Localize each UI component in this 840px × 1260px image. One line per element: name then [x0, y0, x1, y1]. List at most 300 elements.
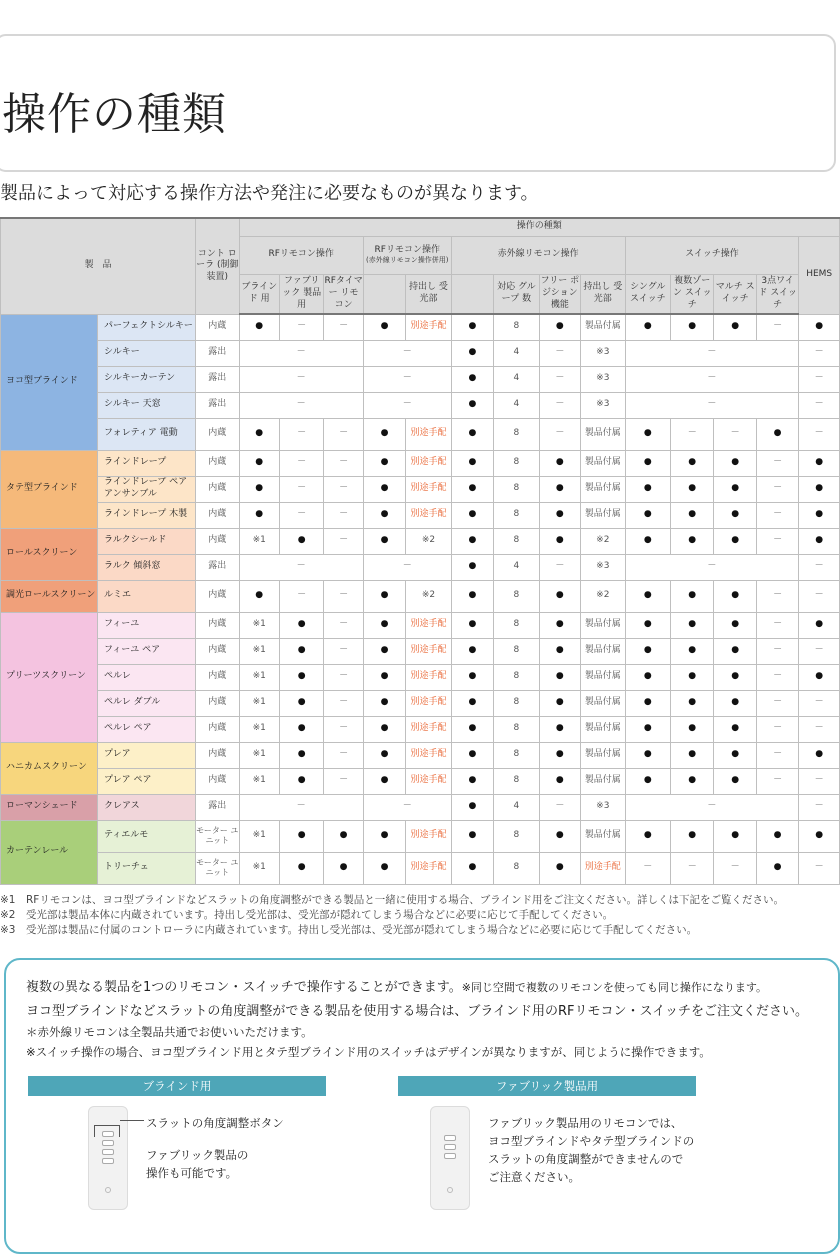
footnote-2: ※2 受光部は製品本体に内蔵されています。持出し受光部は、受光部が隠れてしまう場合などに必要に応じて手配してください。 [0, 909, 614, 921]
product-name: ペルレ ダブル [98, 690, 196, 716]
not-supported-dash: － [324, 664, 363, 690]
group-label: ヨコ型ブラインド [1, 314, 98, 450]
supported-dot: ● [671, 580, 714, 612]
header-rf: RFリモコン操作 [239, 236, 363, 274]
product-name: トリーチェ [98, 852, 196, 884]
supported-dot: ● [539, 820, 580, 852]
controller-cell: 内蔵 [196, 716, 239, 742]
group-label: ロールスクリーン [1, 528, 98, 580]
not-supported-dash: － [539, 392, 580, 418]
supported-dot: ● [625, 820, 670, 852]
not-supported-dash: － [799, 554, 840, 580]
table-row [1, 340, 840, 366]
supported-dot: ● [799, 502, 840, 528]
controller-cell: 内蔵 [196, 768, 239, 794]
supported-dot: ● [714, 502, 756, 528]
note-cell: 製品付属 [581, 820, 625, 852]
note-cell: 製品付属 [581, 638, 625, 664]
supported-dot: ● [756, 852, 798, 884]
supported-dot: ● [363, 528, 405, 554]
group-count: 8 [494, 638, 539, 664]
product-name: ラインドレープ 木製 [98, 502, 196, 528]
supported-dot: ● [714, 742, 756, 768]
supported-dot: ● [714, 768, 756, 794]
supported-dot: ● [539, 768, 580, 794]
supported-dot: ● [363, 418, 405, 450]
info-line-2: ヨコ型ブラインドなどスラットの角度調整ができる製品を使用する場合は、ブラインド用のRFリモコン・スイッチをご注文ください。 [26, 1004, 808, 1019]
blind-callout-fabric: ファブリック製品の 操作も可能です。 [146, 1148, 249, 1180]
controller-cell: 露出 [196, 392, 239, 418]
supported-dot: ● [451, 314, 493, 340]
product-name: シルキーカーテン [98, 366, 196, 392]
supported-dot: ● [671, 450, 714, 476]
controller-cell: 露出 [196, 554, 239, 580]
not-supported-dash: － [324, 580, 363, 612]
supported-dot: ● [451, 852, 493, 884]
group-label: ハニカムスクリーン [1, 742, 98, 794]
note-cell: 製品付属 [581, 418, 625, 450]
supported-dot: ● [714, 450, 756, 476]
table-row [1, 554, 840, 580]
supported-dot: ● [714, 690, 756, 716]
controller-cell: 露出 [196, 366, 239, 392]
header-hems: HEMS [799, 236, 840, 314]
supported-dot: ● [239, 580, 279, 612]
table-row [1, 418, 840, 450]
supported-dot: ● [363, 580, 405, 612]
supported-dot: ● [625, 638, 670, 664]
supported-dot: ● [539, 476, 580, 502]
not-supported-dash: － [324, 638, 363, 664]
not-supported-dash: － [324, 690, 363, 716]
not-supported-dash: － [756, 690, 798, 716]
supported-dot: ● [671, 768, 714, 794]
supported-dot: ● [279, 716, 323, 742]
subheader-cell: マルチ スイッチ [714, 274, 756, 314]
product-name: ラインドレープ ペア アンサンブル [98, 476, 196, 502]
not-supported-dash: － [799, 340, 840, 366]
supported-dot: ● [451, 554, 493, 580]
product-name: ペルレ ペア [98, 716, 196, 742]
table-row [1, 476, 840, 502]
supported-dot: ● [363, 664, 405, 690]
table-row [1, 820, 840, 852]
not-supported-dash: － [539, 554, 580, 580]
product-name: ラルクシールド [98, 528, 196, 554]
supported-dot: ● [279, 638, 323, 664]
table-row [1, 716, 840, 742]
supported-dot: ● [625, 580, 670, 612]
product-name: ティエルモ [98, 820, 196, 852]
subheader-cell [451, 274, 493, 314]
subheader-cell: ブラインド 用 [239, 274, 279, 314]
supported-dot: ● [279, 820, 323, 852]
order-separately: 別途手配 [406, 638, 451, 664]
supported-dot: ● [539, 580, 580, 612]
subheader-cell [363, 274, 405, 314]
supported-dot: ● [625, 314, 670, 340]
group-count: 4 [494, 554, 539, 580]
subheader-cell: 持出し 受光部 [581, 274, 625, 314]
supported-dot: ● [363, 820, 405, 852]
note-cell: 製品付属 [581, 314, 625, 340]
info-line-1 [26, 976, 767, 995]
supported-dot: ● [239, 418, 279, 450]
controller-cell: モーター ユニット [196, 852, 239, 884]
supported-dot: ● [324, 852, 363, 884]
table-row [1, 450, 840, 476]
table-row [1, 612, 840, 638]
group-count: 4 [494, 340, 539, 366]
controller-cell: 露出 [196, 340, 239, 366]
table-row [1, 528, 840, 554]
merged-cell: － [625, 554, 799, 580]
not-supported-dash: － [799, 418, 840, 450]
supported-dot: ● [799, 664, 840, 690]
table-row [1, 664, 840, 690]
supported-dot: ● [279, 612, 323, 638]
controller-cell: 内蔵 [196, 742, 239, 768]
order-separately: 別途手配 [406, 690, 451, 716]
product-name: シルキー 天窓 [98, 392, 196, 418]
group-count: 4 [494, 392, 539, 418]
not-supported-dash: － [756, 612, 798, 638]
supported-dot: ● [625, 690, 670, 716]
note-cell: ※1 [239, 664, 279, 690]
note-cell: 製品付属 [581, 690, 625, 716]
not-supported-dash: － [671, 852, 714, 884]
controller-cell: 内蔵 [196, 664, 239, 690]
product-name: ルミエ [98, 580, 196, 612]
note-cell: ※2 [581, 580, 625, 612]
header-switch: スイッチ操作 [625, 236, 799, 274]
supported-dot: ● [239, 502, 279, 528]
not-supported-dash: － [799, 638, 840, 664]
note-cell: 製品付属 [581, 664, 625, 690]
not-supported-dash: － [799, 768, 840, 794]
supported-dot: ● [451, 528, 493, 554]
not-supported-dash: － [799, 690, 840, 716]
group-count: 8 [494, 450, 539, 476]
table-row [1, 638, 840, 664]
supported-dot: ● [539, 502, 580, 528]
not-supported-dash: － [756, 742, 798, 768]
merged-cell: － [625, 794, 799, 820]
product-name: ラインドレープ [98, 450, 196, 476]
note-cell: 製品付属 [581, 716, 625, 742]
order-separately: 別途手配 [406, 742, 451, 768]
not-supported-dash: － [756, 502, 798, 528]
supported-dot: ● [671, 638, 714, 664]
supported-dot: ● [539, 716, 580, 742]
supported-dot: ● [671, 820, 714, 852]
not-supported-dash: － [279, 580, 323, 612]
supported-dot: ● [714, 612, 756, 638]
order-separately: 別途手配 [406, 664, 451, 690]
product-name: フォレティア 電動 [98, 418, 196, 450]
supported-dot: ● [363, 476, 405, 502]
not-supported-dash: － [756, 450, 798, 476]
fabric-callout: ファブリック製品用のリモコンでは、 ヨコ型ブラインドやタテ型ブラインドの スラットの角度調整ができませんので ご注意ください。 [488, 1116, 695, 1184]
not-supported-dash: － [539, 794, 580, 820]
note-cell: ※1 [239, 768, 279, 794]
product-name: フィーユ ペア [98, 638, 196, 664]
not-supported-dash: － [324, 502, 363, 528]
supported-dot: ● [714, 820, 756, 852]
supported-dot: ● [671, 664, 714, 690]
note-cell: ※1 [239, 852, 279, 884]
table-row [1, 794, 840, 820]
supported-dot: ● [451, 502, 493, 528]
blind-callout-angle: スラットの角度調整ボタン [146, 1116, 284, 1130]
supported-dot: ● [539, 664, 580, 690]
not-supported-dash: － [799, 366, 840, 392]
supported-dot: ● [539, 742, 580, 768]
controller-cell: 内蔵 [196, 476, 239, 502]
table-row [1, 742, 840, 768]
supported-dot: ● [539, 852, 580, 884]
controller-cell: モーター ユニット [196, 820, 239, 852]
note-cell: ※3 [581, 554, 625, 580]
supported-dot: ● [625, 476, 670, 502]
note-cell: 製品付属 [581, 476, 625, 502]
supported-dot: ● [451, 612, 493, 638]
supported-dot: ● [363, 716, 405, 742]
not-supported-dash: － [756, 768, 798, 794]
supported-dot: ● [279, 690, 323, 716]
supported-dot: ● [671, 690, 714, 716]
group-label: プリーツスクリーン [1, 612, 98, 742]
product-name: ラルク 傾斜窓 [98, 554, 196, 580]
supported-dot: ● [671, 528, 714, 554]
supported-dot: ● [451, 580, 493, 612]
supported-dot: ● [539, 638, 580, 664]
operation-type-table [0, 217, 840, 885]
remote-button [102, 1149, 114, 1155]
not-supported-dash: － [324, 742, 363, 768]
not-supported-dash: － [539, 340, 580, 366]
group-count: 8 [494, 476, 539, 502]
table-row [1, 502, 840, 528]
not-supported-dash: － [671, 418, 714, 450]
supported-dot: ● [756, 820, 798, 852]
order-separately: 別途手配 [406, 502, 451, 528]
not-supported-dash: － [324, 528, 363, 554]
note-cell: 製品付属 [581, 742, 625, 768]
note-cell: 製品付属 [581, 450, 625, 476]
note-cell: ※1 [239, 690, 279, 716]
info-line-1-main: 複数の異なる製品を1つのリモコン・スイッチで操作することができます。 [26, 980, 462, 995]
controller-cell: 内蔵 [196, 638, 239, 664]
note-cell: ※3 [581, 392, 625, 418]
not-supported-dash: － [324, 612, 363, 638]
subheader-cell: フリー ポジション 機能 [539, 274, 580, 314]
note-cell: ※1 [239, 612, 279, 638]
not-supported-dash: － [324, 418, 363, 450]
not-supported-dash: － [625, 852, 670, 884]
supported-dot: ● [671, 502, 714, 528]
not-supported-dash: － [756, 314, 798, 340]
subheader-cell: 対応 グループ 数 [494, 274, 539, 314]
supported-dot: ● [714, 638, 756, 664]
not-supported-dash: － [279, 476, 323, 502]
group-count: 8 [494, 716, 539, 742]
not-supported-dash: － [799, 794, 840, 820]
supported-dot: ● [279, 664, 323, 690]
order-separately: 別途手配 [406, 852, 451, 884]
supported-dot: ● [671, 742, 714, 768]
supported-dot: ● [799, 612, 840, 638]
remote-button [444, 1144, 456, 1150]
subheader-cell: 複数ゾーン スイッチ [671, 274, 714, 314]
supported-dot: ● [363, 742, 405, 768]
supported-dot: ● [451, 392, 493, 418]
supported-dot: ● [625, 742, 670, 768]
supported-dot: ● [671, 314, 714, 340]
blind-remote-heading: ブラインド用 [28, 1076, 326, 1096]
supported-dot: ● [363, 852, 405, 884]
not-supported-dash: － [799, 852, 840, 884]
group-count: 8 [494, 612, 539, 638]
order-separately: 別途手配 [406, 612, 451, 638]
info-line-4: ※スイッチ操作の場合、ヨコ型ブラインド用とタテ型ブラインド用のスイッチはデザインが異なりますが、同じように操作できます。 [26, 1045, 711, 1059]
supported-dot: ● [279, 528, 323, 554]
supported-dot: ● [451, 366, 493, 392]
group-label: 調光ロールスクリーン [1, 580, 98, 612]
not-supported-dash: － [756, 476, 798, 502]
not-supported-dash: － [756, 638, 798, 664]
supported-dot: ● [799, 450, 840, 476]
header-rf-ir [363, 236, 451, 274]
product-name: プレア [98, 742, 196, 768]
not-supported-dash: － [714, 852, 756, 884]
not-supported-dash: － [799, 580, 840, 612]
page-title: 操作の種類 [2, 89, 227, 140]
controller-cell: 内蔵 [196, 690, 239, 716]
table-row [1, 366, 840, 392]
supported-dot: ● [714, 528, 756, 554]
subheader-cell: ファブリック 製品用 [279, 274, 323, 314]
order-separately: 別途手配 [406, 450, 451, 476]
note-cell: ※1 [239, 716, 279, 742]
merged-cell: － [363, 340, 451, 366]
remote-button [102, 1140, 114, 1146]
group-count: 8 [494, 418, 539, 450]
supported-dot: ● [324, 820, 363, 852]
footnote-3: ※3 受光部は製品に付属のコントローラに内蔵されています。持出し受光部は、受光部が隠れてしまう場合などに必要に応じて手配してください。 [0, 924, 698, 936]
group-label: タテ型ブラインド [1, 450, 98, 528]
fabric-remote-image [430, 1106, 470, 1210]
supported-dot: ● [239, 450, 279, 476]
supported-dot: ● [451, 418, 493, 450]
group-count: 8 [494, 768, 539, 794]
supported-dot: ● [451, 742, 493, 768]
header-product: 製 品 [1, 218, 196, 314]
note-cell: ※3 [581, 794, 625, 820]
supported-dot: ● [539, 612, 580, 638]
remote-button [444, 1153, 456, 1159]
footnote-1: ※1 RFリモコンは、ヨコ型ブラインドなどスラットの角度調整ができる製品と一緒に使用する場合、ブラインド用をご注文ください。詳しくは下記をご覧ください。 [0, 894, 784, 906]
not-supported-dash: － [324, 314, 363, 340]
supported-dot: ● [625, 418, 670, 450]
order-separately: 別途手配 [406, 476, 451, 502]
controller-cell: 内蔵 [196, 528, 239, 554]
controller-cell: 内蔵 [196, 580, 239, 612]
not-supported-dash: － [756, 664, 798, 690]
supported-dot: ● [671, 612, 714, 638]
merged-cell: － [625, 392, 799, 418]
note-cell: 製品付属 [581, 768, 625, 794]
subheader-cell: シングル スイッチ [625, 274, 670, 314]
supported-dot: ● [451, 794, 493, 820]
not-supported-dash: － [539, 366, 580, 392]
supported-dot: ● [451, 476, 493, 502]
supported-dot: ● [279, 742, 323, 768]
table-row [1, 690, 840, 716]
group-count: 8 [494, 502, 539, 528]
supported-dot: ● [625, 768, 670, 794]
table-row [1, 580, 840, 612]
supported-dot: ● [451, 340, 493, 366]
table-row [1, 314, 840, 340]
group-label: ローマンシェード [1, 794, 98, 820]
header-rf-ir-label: RFリモコン操作 [374, 244, 440, 255]
group-count: 8 [494, 314, 539, 340]
supported-dot: ● [714, 664, 756, 690]
note-cell: ※1 [239, 638, 279, 664]
header-rf-ir-sub: (赤外線リモコン操作併用) [366, 256, 449, 265]
supported-dot: ● [625, 528, 670, 554]
group-label: カーテンレール [1, 820, 98, 884]
note-cell: ※3 [581, 340, 625, 366]
product-name: ペルレ [98, 664, 196, 690]
supported-dot: ● [239, 476, 279, 502]
supported-dot: ● [279, 852, 323, 884]
group-count: 8 [494, 690, 539, 716]
supported-dot: ● [279, 768, 323, 794]
product-name: シルキー [98, 340, 196, 366]
subheader-cell: 3点ワイド スイッチ [756, 274, 798, 314]
controller-cell: 内蔵 [196, 612, 239, 638]
merged-cell: － [625, 340, 799, 366]
supported-dot: ● [625, 716, 670, 742]
supported-dot: ● [239, 314, 279, 340]
supported-dot: ● [625, 612, 670, 638]
callout-bracket [94, 1125, 120, 1137]
merged-cell: － [239, 366, 363, 392]
not-supported-dash: － [279, 314, 323, 340]
not-supported-dash: － [756, 580, 798, 612]
supported-dot: ● [799, 528, 840, 554]
title-box [0, 34, 836, 172]
controller-cell: 内蔵 [196, 502, 239, 528]
order-separately: 別途手配 [406, 314, 451, 340]
note-cell: ※1 [239, 528, 279, 554]
merged-cell: － [239, 340, 363, 366]
merged-cell: － [363, 366, 451, 392]
remote-led [447, 1187, 453, 1193]
supported-dot: ● [714, 476, 756, 502]
supported-dot: ● [451, 664, 493, 690]
order-separately: 別途手配 [406, 768, 451, 794]
fabric-remote-heading: ファブリック製品用 [398, 1076, 696, 1096]
remote-button [102, 1158, 114, 1164]
note-cell: 製品付属 [581, 502, 625, 528]
supported-dot: ● [451, 768, 493, 794]
supported-dot: ● [451, 450, 493, 476]
supported-dot: ● [363, 450, 405, 476]
info-line-1-note: ※同じ空間で複数のリモコンを使っても同じ操作になります。 [461, 981, 768, 994]
